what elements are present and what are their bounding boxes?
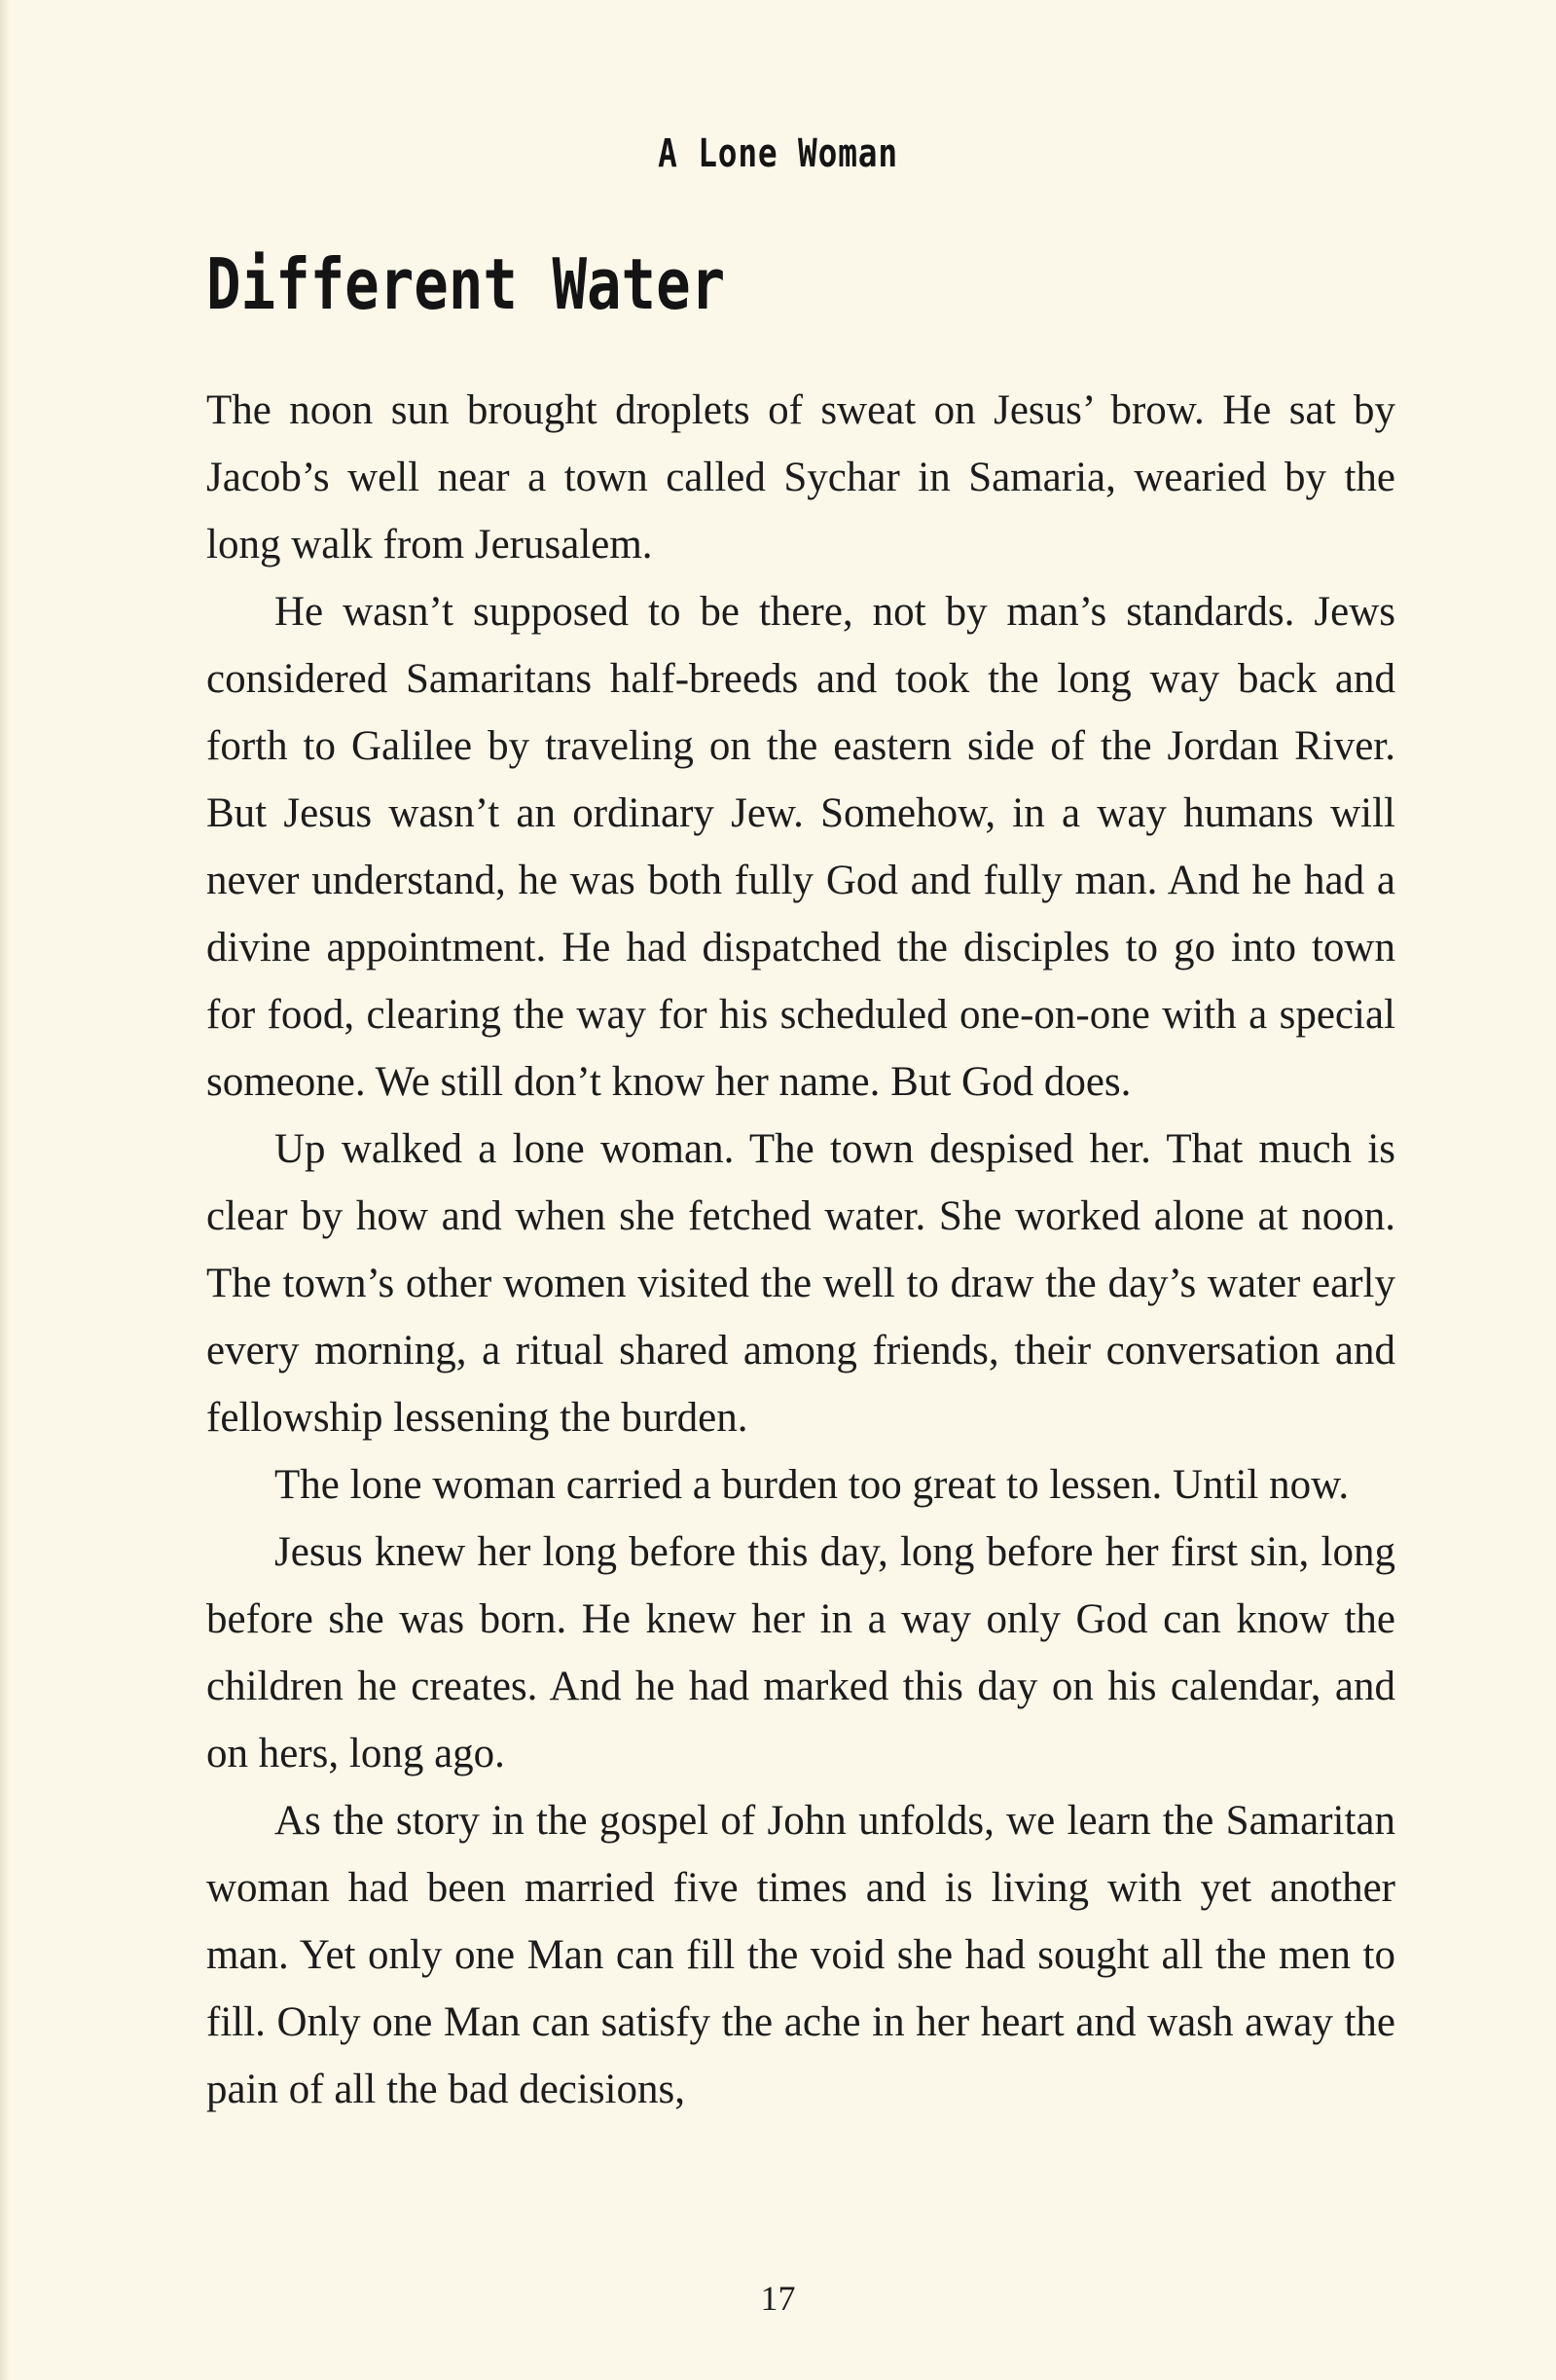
paragraph-3: Up walked a lone woman. The town despised her. That much is clear by how and when she fetched water. She worked alone at noon. The town’s other women visited the well to draw the day’s water early every morning, a ritual shared among friends, their conversation and fellowship lessening the burden. <box>206 1126 1395 1441</box>
paragraph-4: The lone woman carried a burden too great to lessen. Until now. <box>274 1462 1350 1508</box>
paragraph-2: He wasn’t supposed to be there, not by man’s standards. Jews considered Samaritans half-breeds and took the long way back and forth to Galilee by traveling on the eastern side of the Jordan River. But Jesus wasn’t an ordinary Jew. Somehow, in a way humans will never understand, he was both fully God and fully man. And he had a divine appointment. He had dispatched the disciples to go into town for food, clearing the way for his scheduled one-on-one with a special someone. We still don’t know her name. But God does. <box>206 589 1395 1105</box>
body-text <box>206 377 1395 2123</box>
running-head: A Lone Woman <box>658 131 898 176</box>
page-number: 17 <box>760 2279 796 2318</box>
paragraph-1: The noon sun brought droplets of sweat on Jesus’ brow. He sat by Jacob’s well near a town called Sychar in Samaria, wearied by the long walk from Jerusalem. <box>206 387 1395 568</box>
paragraph-6: As the story in the gospel of John unfolds, we learn the Samaritan woman had been married five times and is living with yet another man. Yet only one Man can fill the void she had sought all the men to fill. Only one Man can satisfy the ache in her heart and wash away the pain of all the bad decisions, <box>206 1798 1395 2112</box>
page-edge-shadow <box>0 0 10 2380</box>
section-title: Different Water <box>206 243 726 325</box>
paragraph-5: Jesus knew her long before this day, long before her first sin, long before she was born. He knew her in a way only God can know the children he creates. And he had marked this day on his calendar, and on hers, long ago. <box>206 1529 1395 1776</box>
